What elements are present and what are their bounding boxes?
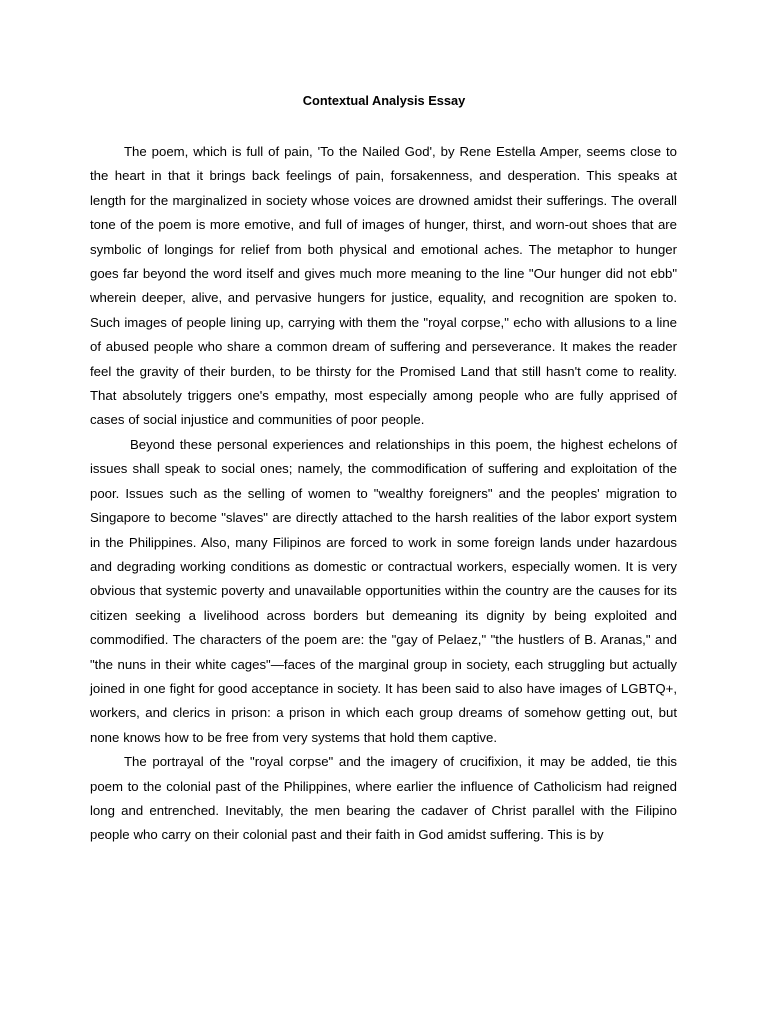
page-title: Contextual Analysis Essay xyxy=(302,93,466,108)
paragraph-1: The poem, which is full of pain, 'To the Nailed God', by Rene Estella Amper, seems close to the heart in that it brings back feelings of pain, forsakenness, and desperation. This speaks at length for the marginalized in society whose voices are drowned amidst their sufferings. The overall tone of the poem is more emotive, and full of images of hunger, thirst, and worn-out shoes that are symbolic of longings for relief from both physical and emotional aches. The metaphor to hunger goes far beyond the word itself and gives much more meaning to the line "Our hunger did not ebb" wherein deeper, alive, and pervasive hungers for justice, equality, and recognition are spoken to. Such images of people lining up, carrying with them the "royal corpse," echo with allusions to a line of abused people who share a common dream of suffering and perseverance. It makes the reader feel the gravity of their burden, to be thirsty for the Promised Land that still hasn't come to reality. That absolutely triggers one's empathy, most especially among people who are fully apprised of cases of social injustice and communities of poor people. xyxy=(90,144,677,428)
paragraph-3: The portrayal of the "royal corpse" and the imagery of crucifixion, it may be added, tie this poem to the colonial past of the Philippines, where earlier the influence of Catholicism had reigned long and entrenched. Inevitably, the men bearing the cadaver of Christ parallel with the Filipino people who carry on their colonial past and their faith in God amidst suffering. This is by xyxy=(90,754,677,843)
essay-body xyxy=(90,140,677,848)
paragraph-2: Beyond these personal experiences and relationships in this poem, the highest echelons of issues shall speak to social ones; namely, the commodification of suffering and exploitation of the poor. Issues such as the selling of women to "wealthy foreigners" and the peoples' migration to Singapore to become "slaves" are directly attached to the harsh realities of the labor export system in the Philippines. Also, many Filipinos are forced to work in some foreign lands under hazardous and degrading working conditions as domestic or contractual workers, especially women. It is very obvious that systemic poverty and unavailable opportunities within the country are the causes for its citizen seeking a livelihood across borders but demeaning its dignity by being exploited and commodified. The characters of the poem are: the "gay of Pelaez," "the hustlers of B. Aranas," and "the nuns in their white cages"—faces of the marginal group in society, each struggling but actually joined in one fight for good acceptance in society. It has been said to also have images of LGBTQ+, workers, and clerics in prison: a prison in which each group dreams of somehow getting out, but none knows how to be free from very systems that hold them captive. xyxy=(90,436,677,745)
